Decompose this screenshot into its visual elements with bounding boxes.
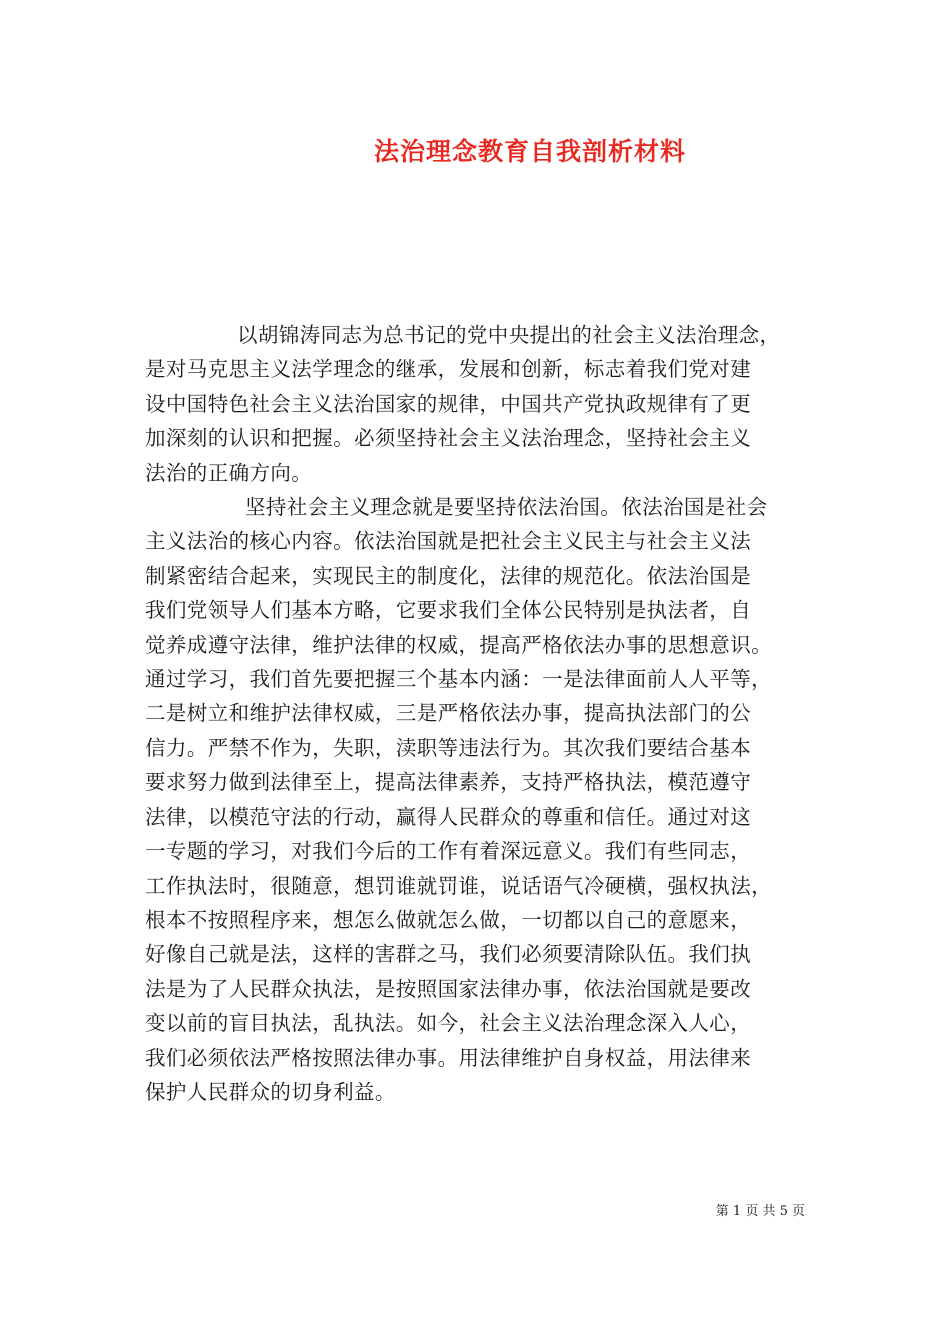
text-line: 我们必须依法严格按照法律办事。用法律维护自身权益，用法律来: [145, 1045, 752, 1070]
text-line: 工作执法时，很随意，想罚谁就罚谁，说话语气冷硬横，强权执法，: [145, 873, 772, 898]
text-line: 信力。严禁不作为，失职，渎职等违法行为。其次我们要结合基本: [145, 735, 752, 760]
text-line: 坚持社会主义理念就是要坚持依法治国。依法治国是社会: [245, 495, 768, 520]
text-line: 变以前的盲目执法，乱执法。如今，社会主义法治理念深入人心，: [145, 1011, 752, 1036]
text-line: 制紧密结合起来，实现民主的制度化，法律的规范化。依法治国是: [145, 563, 752, 588]
text-line: 要求努力做到法律至上，提高法律素养，支持严格执法，模范遵守: [145, 770, 752, 795]
text-line: 以胡锦涛同志为总书记的党中央提出的社会主义法治理念，: [237, 323, 781, 347]
text-line: 是对马克思主义法学理念的继承，发展和创新，标志着我们党对建: [145, 357, 752, 382]
text-line: 法律，以模范守法的行动，赢得人民群众的尊重和信任。通过对这: [145, 804, 752, 829]
text-line: 我们党领导人们基本方略，它要求我们全体公民特别是执法者，自: [145, 598, 752, 623]
text-line: 好像自己就是法，这样的害群之马，我们必须要清除队伍。我们执: [145, 942, 752, 967]
text-line: 觉养成遵守法律，维护法律的权威，提高严格依法办事的思想意识。: [145, 632, 772, 657]
document-body: [145, 318, 805, 1109]
text-line: 保护人民群众的切身利益。: [145, 1079, 396, 1104]
text-line: 加深刻的认识和把握。必须坚持社会主义法治理念，坚持社会主义: [145, 426, 752, 451]
page-footer: 第 1 页 共 5 页: [715, 1204, 805, 1219]
text-line: 一专题的学习，对我们今后的工作有着深远意义。我们有些同志，: [145, 839, 752, 864]
text-line: 主义法治的核心内容。依法治国就是把社会主义民主与社会主义法: [145, 529, 752, 554]
text-line: 二是树立和维护法律权威，三是严格依法办事，提高执法部门的公: [145, 701, 752, 726]
text-line: 通过学习，我们首先要把握三个基本内涵：一是法律面前人人平等，: [145, 667, 772, 692]
paragraph-2: [145, 490, 805, 1109]
page-title: 法治理念教育自我剖析材料: [373, 137, 686, 166]
text-line: 根本不按照程序来，想怎么做就怎么做，一切都以自己的意愿来，: [145, 907, 752, 932]
paragraph-1: [145, 318, 805, 490]
text-line: 法治的正确方向。: [145, 460, 313, 485]
text-line: 设中国特色社会主义法治国家的规律，中国共产党执政规律有了更: [145, 391, 752, 416]
text-line: 法是为了人民群众执法，是按照国家法律办事，依法治国就是要改: [145, 976, 752, 1001]
